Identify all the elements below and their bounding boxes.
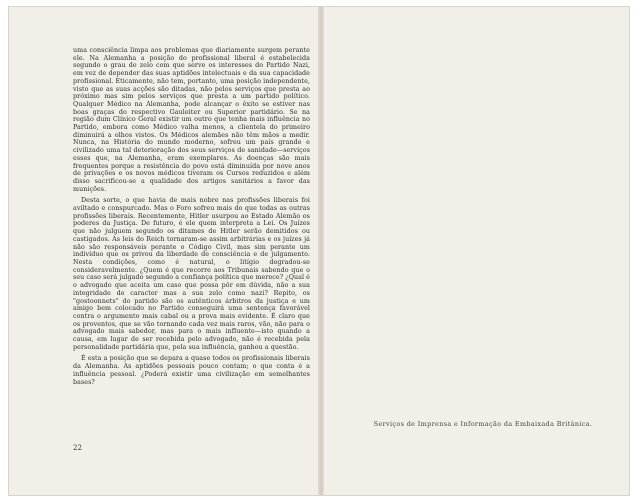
- right-page: [321, 7, 631, 495]
- left-page: [9, 7, 321, 495]
- paragraph-3: É esta a posição que se depara a quase todos os profissionais liberais da Alemanha. As aptidões pessoais pouco contam; o que conta é a influência pessoal. ¿Poderá existir uma civilização em semelhantes bases?: [73, 355, 310, 386]
- colophon-text: Serviços de Imprensa e Informação da Embaixada Britânica.: [373, 420, 593, 428]
- paragraph-1: uma consciência limpa aos problemas que diariamente surgem perante ele. Na Alemanha a posição do profissional liberal é estabelecida segundo o grau de zelo com que serve os interesses do Partido Nazi, em vez de depender das suas aptidões intelectuais e da sua capacidade profissional. Eticamente, não tem, portanto, uma posição independente, visto que as suas acções são ditadas, não pelos serviços que presta ao próximo mas sim pelos serviços que presta a um partido político. Qualquer Médico na Alemanha, pode alcançar o êxito se estiver nas boas graças do respectivo Gauleiter ou Superior partidário. Se na região dum Clínico Geral existir um outro que tenha mais influência no Partido, embora como Médico valha menos, a clientela do primeiro diminuirá a olhos vistos. Os Médicos alemães não têm mãos a medir. Nunca, na História do mundo moderno, sofreu um país grande e civilizado uma tal deterioração dos seus serviços de sanidade—serviços esses que, na Alemanha, eram exemplares. As doenças são mais frequentes porque a resistência do povo está diminuída por nove anos de privações e os novos médicos tiveram os Cursos reduzidos e além disso sacrificou-se a qualidade dos artigos sanitários a favor das munições.: [73, 47, 310, 193]
- paragraph-2: Desta sorte, o que havia de mais nobre nas profissões liberais foi aviltado e conspurcado. Mas o Foro sofreu mais do que todas as outras profissões liberais. Recentemente, Hitler usurpou ao Estado Alemão os poderes da Justiça. De futuro, é ele quem interpreta a Lei. Os Juízes que não julguem segundo os ditames de Hitler serão demitidos ou castigados. As leis do Reich tornaram-se assim arbitrárias e os juízes já não são responsáveis perante o Código Civil, mas sim perante um indivíduo que os privou da liberdade de consciência e de julgamento. Nesta condições, como é natural, o litígio degradou-se consideravelmente. ¿Quem é que recorre aos Tribunais sabendo que o seu caso será julgado segundo a confiança política que merece? ¿Qual é o advogado que aceita um caso que possa pôr em dúvida, não a sua integridade de caracter mas a sua zelo como nazi? Repito, os "gostoonnets" do partido são os autênticos árbitros da justiça e um amigo bem colocado no Partido conseguirá uma sentença favorável contra o argumento mais cabal ou a prova mais evidente. É claro que os proventos, que se vão tornando cada vez mais raros, vão, não para o advogado mais sabedor, mas para o mais influente—isto quando a causa, em lugar de ser recebida pelo advogado, não é recebida pela personalidade partidária que, pela sua influência, ganhou a questão.: [73, 197, 310, 351]
- book-spread: [8, 6, 630, 496]
- body-text: [73, 47, 310, 386]
- page-number: 22: [73, 444, 82, 452]
